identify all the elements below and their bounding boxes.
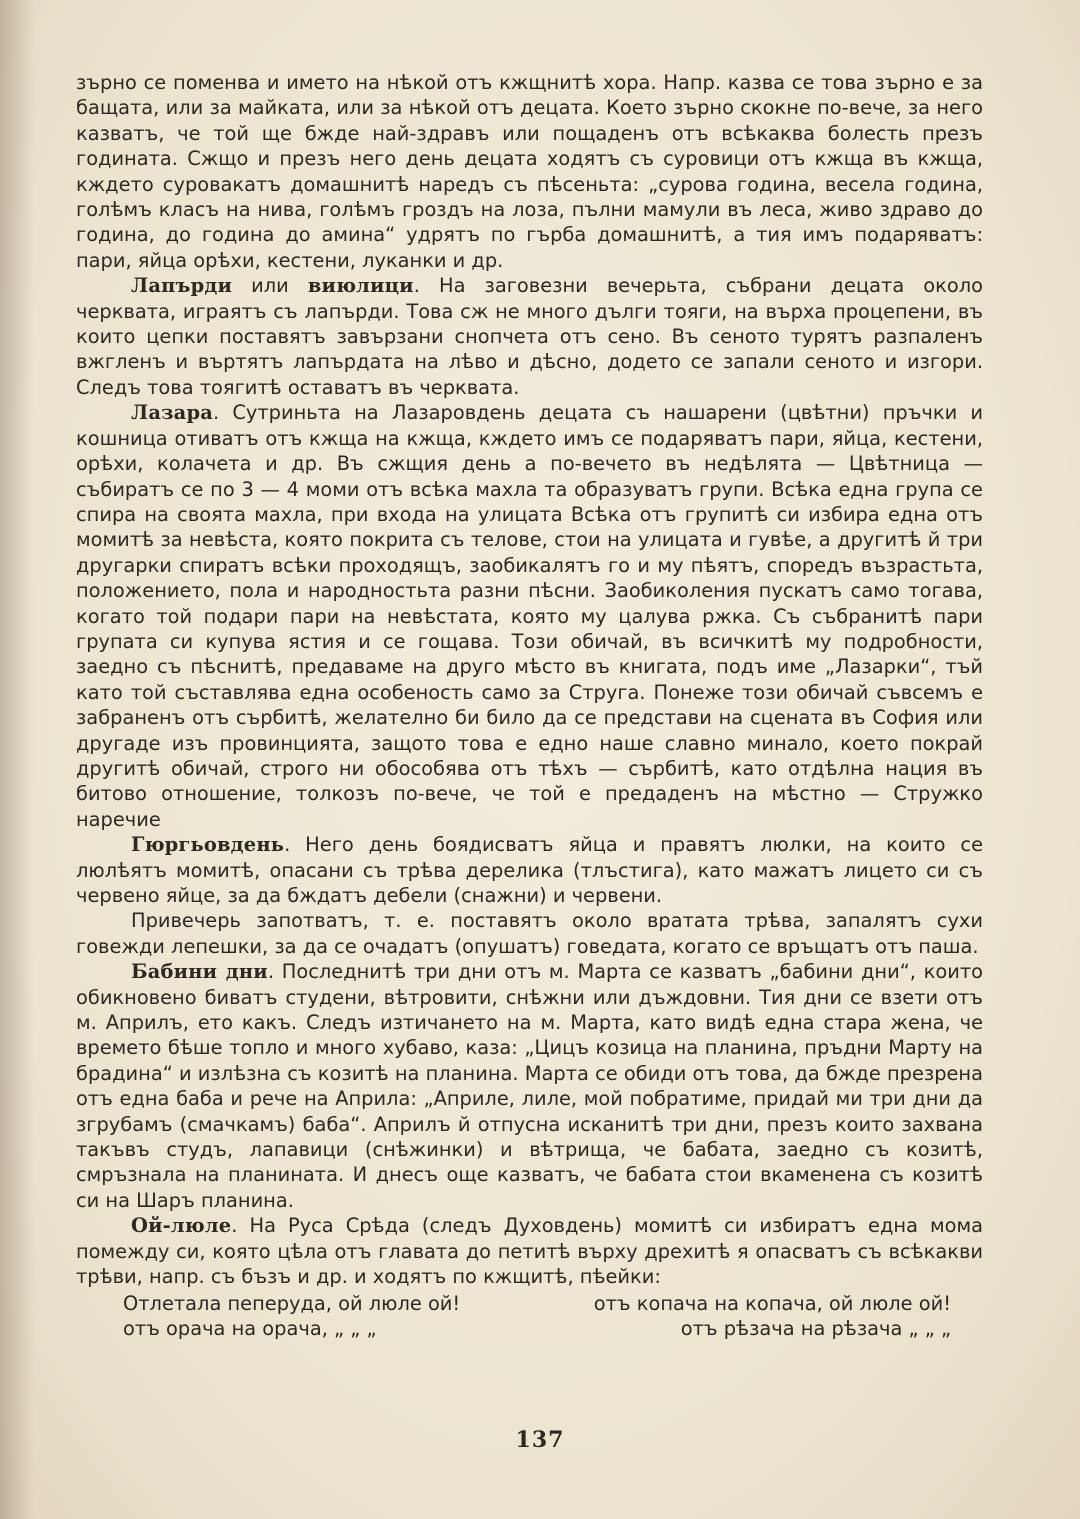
paragraph-lazara — [76, 400, 983, 832]
paragraph-babini-dni — [76, 959, 983, 1213]
song-verse — [76, 1291, 983, 1342]
verse-left: Отлетала пеперуда, ой люле ой! — [123, 1291, 461, 1315]
paragraph-oy-lyule — [76, 1213, 983, 1289]
paragraph-evening — [76, 908, 983, 959]
section-heading: Лазара — [131, 401, 213, 425]
paragraph-text: . Последнитѣ три дни отъ м. Марта се казватъ „бабини дни“, които обикновено биватъ студени, вѣтровити, снѣжни или дъждовни. Тия дни се взети отъ м. Априлъ, ето какъ. Следъ изтичането на м. Марта, като видѣ една стара жена, че времето бѣше топло и много хубаво, каза: „Цицъ козица на планина, пръдни Марту на брадина“ и излѣзна съ козитѣ на планина. Марта се обиди отъ това, да бжде презрена отъ една баба и рече на Априла: „Априле, лиле, мой побратиме, придай ми три дни да згрубамъ (смачкамъ) баба“. Априлъ й отпусна исканитѣ три дни, презъ които захвана такъвъ студъ, лапавици (снѣжинки) и вѣтрища, че бабата, заедно съ козитѣ, смръзнала на планината. И днесъ още казватъ, че бабата стои вкаменена съ козитѣ си на Шаръ планина. — [76, 960, 983, 1212]
section-heading: Бабини дни — [131, 960, 268, 984]
paragraph-text: . На заговезни вечерьта, събрани децата около черквата, играятъ съ лапърди. Това сж не много дълги тояги, на върха процепени, въ които цепки поставятъ завързани снопчета отъ сено. Въ сеното турятъ разпаленъ вжгленъ и въртятъ лапърдата на лѣво и дѣсно, додето се запали сеното и изгори. Следъ това тоягитѣ оставатъ въ черквата. — [76, 274, 983, 399]
section-heading: Лапърди — [131, 274, 233, 298]
paragraph-laparди — [76, 273, 983, 400]
paragraph-text: . Сутриньта на Лазаровдень децата съ нашарени (цвѣтни) пръчки и кошница отиватъ отъ кжща на кжща, кждето имъ се подаряватъ пари, яйца, кестени, орѣхи, колачета и др. Въ сжщия день а по-вечето въ недѣлята — Цвѣтница — събиратъ се по 3 — 4 моми отъ всѣка махла та образуватъ групи. Всѣка една група се спира на своята махла, при входа на улицата Всѣка отъ групитѣ си избира една отъ момитѣ за невѣста, която покрита съ телове, стои на улицата и гувѣе, а другитѣ й три другарки спиратъ всѣки проходящъ, заобикалятъ го и му пѣятъ, споредъ възрастьта, положението, пола и народностьта разни пѣсни. Заобиколения пускатъ само тогава, когато той подари пари на невѣстата, която му цалува ржка. Съ събранитѣ пари групата си купува ястия и се гощава. Този обичай, въ всичкитѣ му подробности, заедно съ пѣснитѣ, предаваме на друго мѣсто въ книгата, подъ име „Лазарки“, тъй като той съставлява една особеность само за Струга. Понеже този обичай съвсемъ е забраненъ отъ сърбитѣ, желателно би било да се представи на сцената въ София или другаде изъ провинцията, защото това е едно наше славно минало, което покрай другитѣ обичай, строго ни обособява отъ тѣхъ — сърбитѣ, като отдѣлна нация въ битово отношение, толкозъ по-вече, че той е предаденъ на мѣстно — Стружко наречие — [76, 401, 983, 831]
paragraph-text: . На Руса Срѣда (следъ Духовдень) момитѣ си избиратъ една мома помежду си, която цѣла отъ главата до петитѣ върху дрехитѣ я опасватъ съ всѣкакви трѣви, напр. съ бъзъ и др. и ходятъ по кжщитѣ, пѣейки: — [76, 1214, 983, 1289]
verse-line — [76, 1291, 983, 1316]
section-heading: Ой-люле — [131, 1214, 232, 1238]
body-text — [76, 70, 983, 1341]
paragraph-text: Привечерь запотватъ, т. е. поставятъ около вратата трѣва, запалятъ сухи говежди лепешки, за да се очадатъ (опушатъ) говедата, когато се връщатъ отъ паша. — [76, 909, 983, 958]
paragraph-gyurgyovden — [76, 832, 983, 908]
page-number: 137 — [515, 1427, 565, 1453]
paragraph-text: . Него день боядисватъ яйца и правятъ люлки, на които се люлѣятъ момитѣ, опасани съ трѣва дерелика (тлъстига), като мажатъ лицето си съ червено яйце, за да бждатъ дебели (снажни) и червени. — [76, 833, 983, 907]
paragraph-grain-custom — [76, 70, 983, 273]
section-heading: Гюргьовдень — [131, 833, 285, 857]
verse-right: отъ копача на копача, ой люле ой! — [593, 1291, 951, 1315]
verse-left: отъ орача на орача, „ „ „ — [123, 1316, 377, 1340]
verse-line — [76, 1316, 983, 1341]
section-heading-alt: виюлици — [307, 274, 414, 298]
spine-shadow — [0, 0, 34, 1519]
verse-right: отъ рѣзача на рѣзача „ „ „ — [680, 1316, 951, 1340]
paragraph-text: зърно се поменва и името на нѣкой отъ кжщнитѣ хора. Напр. казва се това зърно е за бащата, или за майката, или за нѣкой отъ децата. Което зърно скокне по-вече, за него казватъ, че той ще бжде най-здравъ или пощаденъ отъ всѣкаква болесть презъ годината. Сжщо и презъ него день децата ходятъ съ суровици отъ кжща въ кжща, кждето суровакатъ домашнитѣ наредъ съ пѣсеньта: „сурова година, весела година, голѣмъ класъ на нива, голѣмъ гроздъ на лоза, пълни мамули въ леса, живо здраво до година, до година до амина“ удрятъ по гърба домашнитѣ, а тия имъ подаряватъ: пари, яйца орѣхи, кестени, луканки и др. — [76, 71, 983, 272]
heading-connector: или — [232, 274, 308, 298]
